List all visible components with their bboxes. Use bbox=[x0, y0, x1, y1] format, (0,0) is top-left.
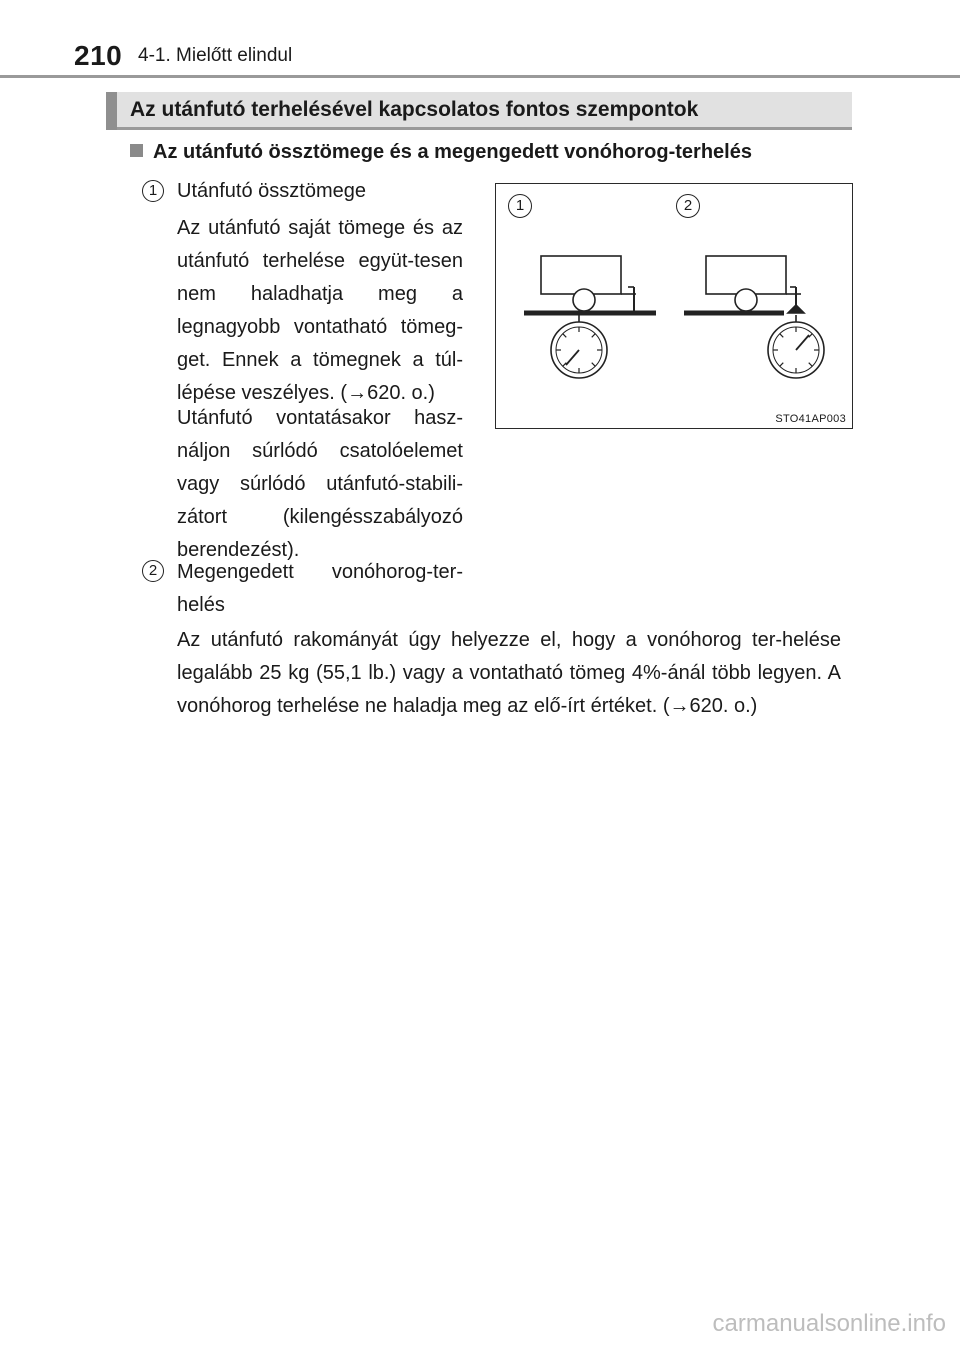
breadcrumb: 4-1. Mielőtt elindul bbox=[138, 45, 293, 66]
figure-code: STO41AP003 bbox=[775, 413, 846, 425]
section-title: Az utánfutó terhelésével kapcsolatos fontos szempontok bbox=[130, 98, 699, 121]
item-number-badge: 1 bbox=[142, 180, 164, 202]
item-number-badge: 2 bbox=[142, 560, 164, 582]
watermark: carmanualsonline.info bbox=[712, 1310, 946, 1337]
figure-label: 1 bbox=[508, 194, 532, 218]
trailer-on-scale-diagram-2 bbox=[684, 256, 824, 378]
section-heading-bar bbox=[106, 92, 852, 130]
item-title: Megengedett vonóhorog-ter-helés bbox=[177, 561, 463, 616]
subsection-heading bbox=[130, 141, 752, 164]
item-paragraph: Utánfutó vontatásakor hasz-náljon súrlódó csatolóelemet vagy súrlódó utánfutó-stabili-zátort (kilengésszabályozó berendezést). bbox=[177, 407, 463, 561]
section-bar-accent bbox=[106, 92, 117, 130]
tongue-weight-figure bbox=[495, 183, 853, 429]
header-divider bbox=[0, 75, 960, 78]
item-paragraph: Az utánfutó rakományát úgy helyezze el, hogy a vonóhorog ter-helése legalább 25 kg (55,1 lb.) vagy a vontatható tömeg 4%-ánál több legyen. A vonóhorog terhelése ne haladja meg az elő-írt értéket. (→620. o.) bbox=[177, 629, 841, 717]
subsection-title: Az utánfutó össztömege és a megengedett vonóhorog-terhelés bbox=[153, 141, 752, 163]
figure-label: 2 bbox=[676, 194, 700, 218]
square-bullet-icon bbox=[130, 144, 143, 157]
item-paragraph: Az utánfutó saját tömege és az utánfutó terhelése együt-tesen nem haladhatja meg a legnagyobb vontatható tömeg-get. Ennek a tömegnek a túl-lépése veszélyes. (→620. o.) bbox=[177, 217, 463, 404]
page-number: 210 bbox=[74, 40, 123, 71]
trailer-on-scale-diagram-1 bbox=[524, 256, 656, 378]
trailer-scale-diagram bbox=[496, 184, 852, 428]
item-title: Utánfutó össztömege bbox=[177, 180, 366, 202]
